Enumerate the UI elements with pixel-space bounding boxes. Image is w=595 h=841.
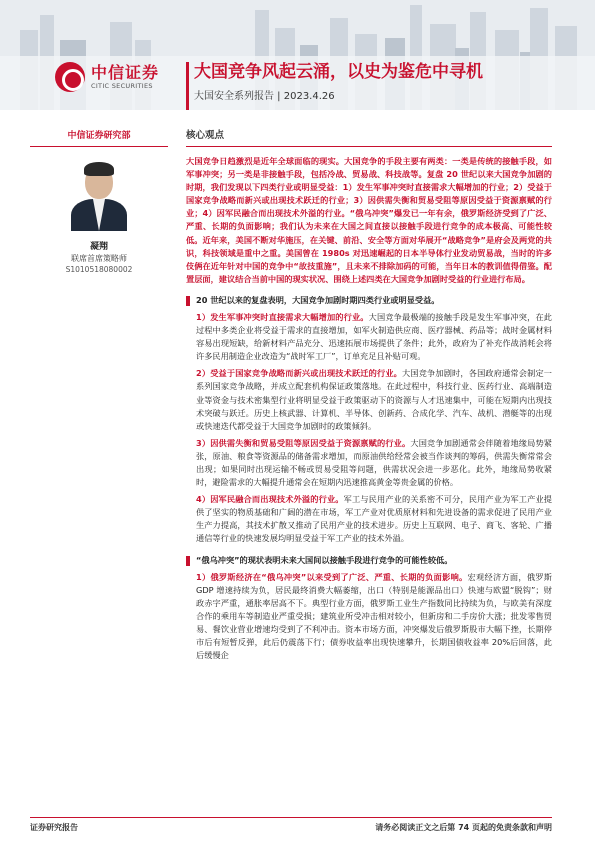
section-1-para-3 (186, 437, 552, 489)
para-text: 大国竞争加剧时，各国政府通常会制定一系列国家竞争战略，并成立配套机构保证政策落地。在此过程中，科技行业、医药行业、高端制造业等资金与技术密集型行业将明显受益于政策驱动下的资源与人才迅速集中，可能在短期内出现技术突破与跃迁。历史上核武器、计算机、半导体、创新药、合成化学、汽车、战机、潜艇等的出现或快速迭代都受益于大国竞争加剧时的政策倾斜。 (196, 368, 552, 431)
section-1-para-2 (186, 367, 552, 432)
analyst-sidebar (30, 130, 168, 275)
citic-logo (55, 62, 159, 92)
citic-logo-icon (55, 62, 85, 92)
title-accent-bar (186, 62, 189, 110)
para-text: 大国竞争加剧通常会伴随着地缘局势紧张，原油、粮食等资源品的储备需求增加，而原油供给经常会被当作谈判的筹码，供需失衡常常会出现；如果同时出现运输不畅或贸易受阻等问题，供需状况会进一步恶化。此外，地缘局势收紧时，避险需求的大幅提升通常会在短期内迅速推高黄金等贵金属的价格。 (196, 437, 552, 488)
section-1-para-1 (186, 311, 552, 363)
logo-english-text: CITIC SECURITIES (91, 82, 153, 90)
report-subtitle (194, 90, 335, 104)
para-highlight: 1）俄罗斯经济在“俄乌冲突”以来受到了广泛、严重、长期的负面影响。 (196, 571, 468, 582)
page-footer (30, 817, 552, 834)
report-series: 大国安全系列报告 (194, 91, 274, 102)
section-2-bullet (186, 554, 552, 567)
section-1-bullet (186, 294, 552, 307)
section-2 (186, 554, 552, 663)
core-views-heading: 核心观点 (186, 130, 552, 147)
report-title: 大国竞争风起云涌，以史为鉴危中寻机 (194, 62, 483, 82)
bullet-marker-icon (186, 556, 190, 566)
para-text: 大国竞争最极端的接触手段是发生军事冲突，在此过程中多类企业将受益于需求的直接增加，如军火制造供应商、医疗器械、药品等；战时金属材料容易出现短缺，给新材料产品充分、迅速拓展市场提供了条件；此外，政府为了补充作战消耗会将许多民用制造企业改造为“战时军工厂”，订单充足且补贴可观。 (196, 311, 552, 362)
section-2-heading: “俄乌冲突”的现状表明未来大国间以接触手段进行竞争的可能性较低。 (196, 554, 453, 565)
core-summary: 大国竞争日趋激烈是近年全球面临的现实。大国竞争的手段主要有两类：一类是传统的接触手段，如军事冲突；另一类是非接触手段，包括冷战、贸易战、科技战等。复盘 20 世纪以来大国竞争加剧的时期，我们发现以下四类行业或明显受益：1）发生军事冲突时直接需求大幅增加的行业；2）受益于国家竞争战略而新兴或出现技术跃迁的行业；3）因供需失衡和贸易受阻等原因受益于资源禀赋的行业；4）因军民融合而出现技术外溢的行业。“俄乌冲突”爆发已一年有余，俄罗斯经济受到了广泛、严重、长期的负面影响；我们认为未来在大国之间直接以接触手段进行竞争的成本极高、可能性较低。近年来，美国不断对华施压，在关键、前沿、安全等方面对华展开“战略竞争”是府会及两党的共识，科技领域是重中之重。美国曾在 1980s 对迅速崛起的日本半导体行业发动贸易战，当时的许多伎俩在近年针对中国的竞争中“故技重施”，且未来不排除加码的可能，当年日本的教训值得借鉴。配置层面，建议结合当前中国的现实状况、围绕上述四类在大国竞争加剧时受益的行业进行布局。 (186, 156, 552, 284)
para-text: 军工与民用产业的关系密不可分，民用产业为军工产业提供了坚实的物质基础和广阔的潜在市场，军工产业对优质原材料和先进设备的需求促进了民用产业生产力提高，其技术扩散又推动了民用产业的技术进步。历史上互联网、电子、商飞、客轮、广播通信等行业的快速发展均明显受益于军工产业的技术外溢。 (196, 494, 552, 544)
analyst-license-id: S1010518080002 (65, 265, 133, 274)
footer-disclaimer: 请务必阅读正文之后第 74 页起的免责条款和声明 (375, 823, 552, 832)
section-1 (186, 294, 552, 546)
report-date: 2023.4.26 (283, 91, 335, 102)
page-header (0, 0, 595, 110)
para-highlight: 2）受益于国家竞争战略而新兴或出现技术跃迁的行业。 (196, 368, 403, 379)
footer-report-type: 证券研究报告 (30, 823, 78, 832)
para-highlight: 3）因供需失衡和贸易受阻等原因受益于资源禀赋的行业。 (196, 437, 411, 448)
main-content (186, 130, 552, 662)
analyst-name: 凝翔 (89, 242, 108, 252)
section-1-para-4 (186, 493, 552, 545)
logo-chinese-text: 中信证券 (91, 63, 160, 82)
research-department: 中信证券研究部 (30, 130, 168, 147)
subtitle-separator: | (274, 91, 284, 102)
section-2-para-1 (186, 571, 552, 663)
section-1-heading: 20 世纪以来的复盘表明，大国竞争加剧时期四类行业或明显受益。 (196, 294, 440, 305)
analyst-photo (67, 159, 131, 231)
para-highlight: 1）发生军事冲突时直接需求大幅增加的行业。 (196, 311, 369, 322)
para-text: 宏观经济方面，俄罗斯 GDP 增速持续为负，居民最终消费大幅萎缩，出口（特别是能源品出口）快速与欧盟“脱钩”；财政赤字严重，通胀率居高不下。典型行业方面，俄罗斯工业生产指数同比持续为负，与欧美有深度合作的乘用车等制造业严重受损；建筑业所受冲击相对较小，但新房和二手房价大涨；批发零售贸易、餐饮业营业增速均受到了不利冲击。资本市场方面，冲突爆发后俄罗斯股市大幅下挫，长期停市后有短暂反弹，此后仍震荡下行；债券收益率出现快速攀升，长期国债收益率 20%后回落，此后缓慢企 (196, 571, 552, 661)
para-highlight: 4）因军民融合而出现技术外溢的行业。 (196, 494, 344, 505)
bullet-marker-icon (186, 296, 190, 306)
analyst-title: 联席首席策略师 (71, 254, 127, 263)
